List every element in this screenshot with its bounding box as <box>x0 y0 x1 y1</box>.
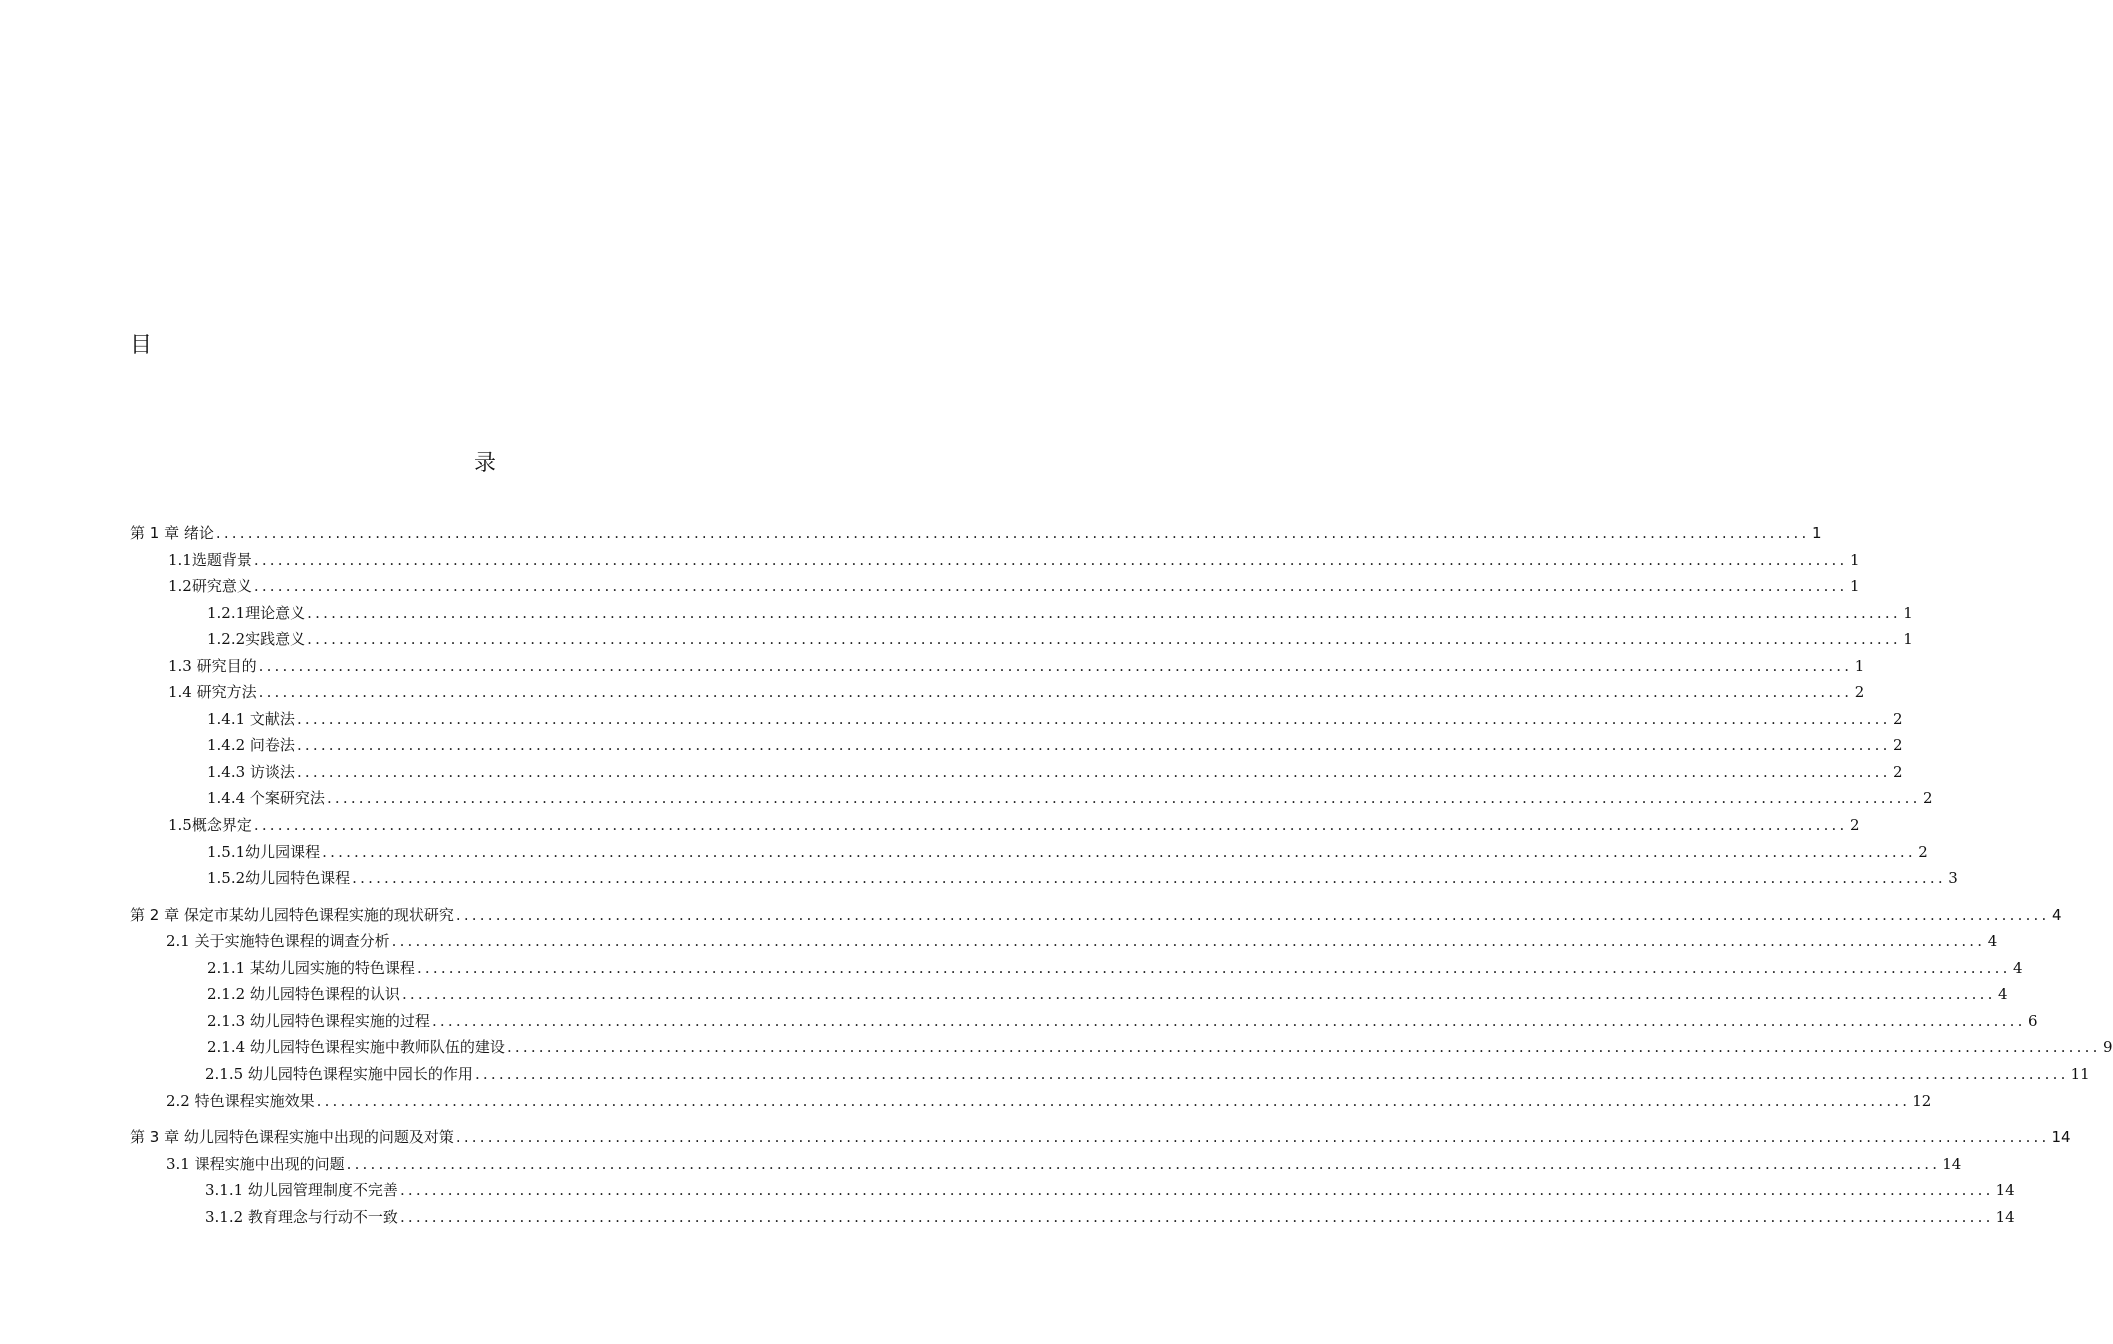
dot-leader: ........................................................................................................................................................................................................ <box>326 789 1921 807</box>
toc-label: 1.5.1幼儿园课程 <box>207 843 321 861</box>
toc-label: 1.5.2幼儿园特色课程 <box>207 869 351 887</box>
toc-label: 2.2 特色课程实施效果 <box>166 1092 315 1110</box>
toc-page-number: 12 <box>1912 1092 1932 1110</box>
dot-leader: ........................................................................................................................................................................................................ <box>296 710 1891 728</box>
toc-page-number: 4 <box>1987 932 1998 950</box>
toc-entry-subsection[interactable] <box>207 785 1933 811</box>
toc-label: 1.4 研究方法 <box>168 683 257 701</box>
dot-leader: ........................................................................................................................................................................................................ <box>399 1208 1994 1226</box>
toc-entry-subsection[interactable] <box>207 706 1903 732</box>
dot-leader: ........................................................................................................................................................................................................ <box>474 1065 2069 1083</box>
toc-label: 2.1.1 某幼儿园实施的特色课程 <box>207 959 415 977</box>
toc-entry-section[interactable] <box>166 1151 1962 1177</box>
toc-page-number: 1 <box>1811 524 1822 542</box>
toc-entry-section[interactable] <box>168 547 1860 573</box>
toc-page-number: 2 <box>1849 816 1860 834</box>
toc-label: 1.4.3 访谈法 <box>207 763 295 781</box>
toc-page-number: 1 <box>1849 551 1860 569</box>
toc-entry-subsection[interactable] <box>207 865 1958 891</box>
toc-page-number: 3 <box>1948 869 1958 887</box>
toc-page-number: 2 <box>1923 789 1933 807</box>
toc-page-number: 9 <box>2103 1038 2113 1056</box>
toc-entry-subsection[interactable] <box>205 1204 2015 1230</box>
toc-page-number: 2 <box>1893 710 1903 728</box>
toc-entry-subsection[interactable] <box>207 981 2008 1007</box>
toc-label: 1.3 研究目的 <box>168 657 257 675</box>
toc-page-number: 1 <box>1849 577 1860 595</box>
toc-label: 1.2.2实践意义 <box>207 630 306 648</box>
dot-leader: ........................................................................................................................................................................................................ <box>399 1181 1994 1199</box>
toc-entry-section[interactable] <box>168 679 1865 705</box>
toc-page-number: 6 <box>2028 1012 2038 1030</box>
toc-entry-chapter[interactable] <box>130 1124 2071 1150</box>
toc-label: 3.1 课程实施中出现的问题 <box>166 1155 345 1173</box>
dot-leader: ........................................................................................................................................................................................................ <box>455 1128 2050 1146</box>
toc-label: 1.4.1 文献法 <box>207 710 295 728</box>
toc-entry-chapter[interactable] <box>130 902 2062 928</box>
toc-label: 2.1.2 幼儿园特色课程的认识 <box>207 985 400 1003</box>
toc-entry-subsection[interactable] <box>207 955 2023 981</box>
toc-label: 1.5概念界定 <box>168 816 252 834</box>
dot-leader: ........................................................................................................................................................................................................ <box>416 959 2011 977</box>
toc-entry-subsection[interactable] <box>207 839 1928 865</box>
toc-label: 2.1.3 幼儿园特色课程实施的过程 <box>207 1012 430 1030</box>
toc-title-mu: 目 <box>130 333 153 358</box>
toc-label: 3.1.2 教育理念与行动不一致 <box>205 1208 398 1226</box>
toc-page-number: 1 <box>1903 604 1913 622</box>
toc-page-number: 1 <box>1854 657 1865 675</box>
toc-entry-subsection[interactable] <box>205 1177 2015 1203</box>
toc-label: 第 3 章 幼儿园特色课程实施中出现的问题及对策 <box>130 1128 454 1146</box>
toc-page-number: 4 <box>2051 906 2062 924</box>
dot-leader: ........................................................................................................................................................................................................ <box>401 985 1996 1003</box>
toc-label: 2.1 关于实施特色课程的调查分析 <box>166 932 390 950</box>
toc-page-number: 11 <box>2070 1065 2090 1083</box>
dot-leader: ........................................................................................................................................................................................................ <box>253 816 1848 834</box>
toc-entry-subsection[interactable] <box>207 1034 2113 1060</box>
toc-entry-section[interactable] <box>168 573 1860 599</box>
toc-page-number: 4 <box>2013 959 2023 977</box>
dot-leader: ........................................................................................................................................................................................................ <box>316 1092 1911 1110</box>
dot-leader: ........................................................................................................................................................................................................ <box>253 577 1848 595</box>
toc-page-number: 14 <box>1942 1155 1962 1173</box>
toc-page-number: 1 <box>1903 630 1913 648</box>
toc-label: 第 1 章 绪论 <box>130 524 214 542</box>
dot-leader: ........................................................................................................................................................................................................ <box>215 524 1810 542</box>
dot-leader: ........................................................................................................................................................................................................ <box>296 736 1891 754</box>
toc-entry-subsection[interactable] <box>205 1061 2090 1087</box>
toc-page-number: 4 <box>1998 985 2008 1003</box>
toc-entry-subsection[interactable] <box>207 600 1913 626</box>
toc-page-number: 2 <box>1893 763 1903 781</box>
toc-label: 1.4.4 个案研究法 <box>207 789 325 807</box>
toc-page-number: 14 <box>1995 1181 2015 1199</box>
dot-leader: ........................................................................................................................................................................................................ <box>431 1012 2026 1030</box>
toc-label: 第 2 章 保定市某幼儿园特色课程实施的现状研究 <box>130 906 454 924</box>
dot-leader: ........................................................................................................................................................................................................ <box>253 551 1848 569</box>
dot-leader: ........................................................................................................................................................................................................ <box>346 1155 1941 1173</box>
toc-label: 1.4.2 问卷法 <box>207 736 295 754</box>
toc-page-number: 2 <box>1893 736 1903 754</box>
dot-leader: ........................................................................................................................................................................................................ <box>322 843 1916 861</box>
toc-title-lu: 录 <box>474 451 497 476</box>
toc-label: 1.1选题背景 <box>168 551 252 569</box>
dot-leader: ........................................................................................................................................................................................................ <box>307 604 1901 622</box>
toc-label: 1.2研究意义 <box>168 577 252 595</box>
toc-entry-subsection[interactable] <box>207 759 1903 785</box>
dot-leader: ........................................................................................................................................................................................................ <box>258 683 1853 701</box>
dot-leader: ........................................................................................................................................................................................................ <box>391 932 1986 950</box>
toc-page-number: 2 <box>1854 683 1865 701</box>
toc-page-number: 14 <box>1995 1208 2015 1226</box>
toc-label: 2.1.4 幼儿园特色课程实施中教师队伍的建设 <box>207 1038 505 1056</box>
dot-leader: ........................................................................................................................................................................................................ <box>455 906 2050 924</box>
dot-leader: ........................................................................................................................................................................................................ <box>296 763 1891 781</box>
dot-leader: ........................................................................................................................................................................................................ <box>307 630 1901 648</box>
dot-leader: ........................................................................................................................................................................................................ <box>258 657 1853 675</box>
toc-entry-subsection[interactable] <box>207 1008 2038 1034</box>
toc-page-number: 14 <box>2051 1128 2071 1146</box>
toc-entry-section[interactable] <box>166 1088 1932 1114</box>
toc-entry-subsection[interactable] <box>207 732 1903 758</box>
toc-entry-section[interactable] <box>168 812 1860 838</box>
toc-entry-section[interactable] <box>166 928 1998 954</box>
toc-entry-subsection[interactable] <box>207 626 1913 652</box>
dot-leader: ........................................................................................................................................................................................................ <box>352 869 1946 887</box>
toc-label: 3.1.1 幼儿园管理制度不完善 <box>205 1181 398 1199</box>
toc-label: 1.2.1理论意义 <box>207 604 306 622</box>
toc-entry-section[interactable] <box>168 653 1865 679</box>
toc-label: 2.1.5 幼儿园特色课程实施中园长的作用 <box>205 1065 473 1083</box>
dot-leader: ........................................................................................................................................................................................................ <box>506 1038 2101 1056</box>
toc-entry-chapter[interactable] <box>130 520 1822 546</box>
toc-page-number: 2 <box>1918 843 1928 861</box>
